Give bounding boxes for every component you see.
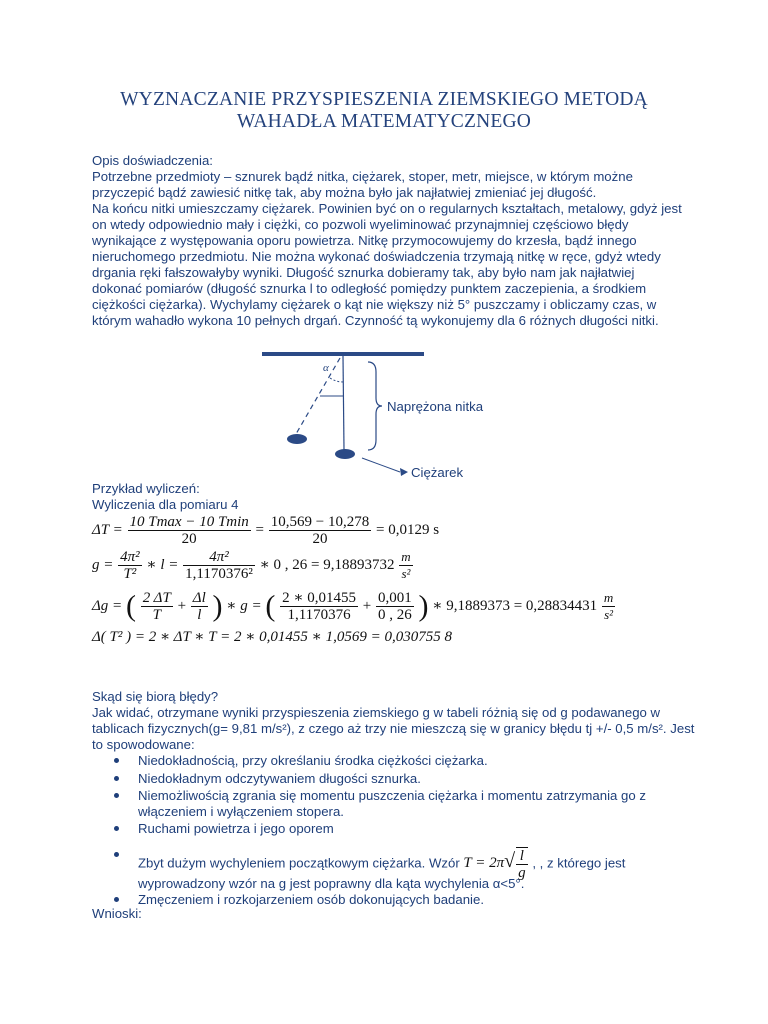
list-item — [138, 771, 421, 787]
formula-g — [92, 549, 414, 582]
left-paren: ( — [125, 589, 136, 623]
list-item-text: wyprowadzony wzór na g jest poprawny dla kąta wychylenia α<5°. — [138, 876, 525, 891]
formula-delta-t-squared: Δ( T² ) = 2 ∗ ΔT ∗ T = 2 ∗ 0,01455 ∗ 1,0569 = 0,030755 8 — [92, 629, 452, 645]
intro-line: on wtedy odpowiednio mały i ciężki, co pozwoli wyeliminować przynajmniej częściowo błędy — [92, 217, 629, 232]
weight-rest — [335, 449, 355, 459]
unit-numerator: m — [603, 590, 614, 605]
title-line-2: WAHADŁA MATEMATYCZNEGO — [236, 111, 532, 132]
formula-fraction — [141, 590, 173, 623]
list-item-text: Ruchami powietrza i jego oporem — [138, 821, 334, 836]
weight-label: Ciężarek — [411, 465, 464, 480]
fraction-numerator: 2 ΔT — [142, 590, 171, 606]
list-item-text: Niedokładnym odczytywaniem długości sznurka. — [138, 771, 421, 786]
intro-line: wynikające z występowania oporu powietrza. Nitkę przymocowujemy do krzesła, bądź innego — [92, 233, 637, 248]
formula-fraction — [376, 590, 414, 623]
fraction-denominator: 1,1170376 — [287, 607, 351, 623]
errors-section — [92, 689, 695, 753]
pendulum-support-bar — [262, 352, 424, 356]
fraction-numerator: 4π² — [183, 549, 255, 566]
example-heading: Przykład wyliczeń: — [92, 481, 200, 496]
bullet-dot — [114, 852, 119, 857]
formula-result: ∗ 9,1889373 = 0,28834431 — [432, 597, 598, 614]
formula-g-mid: ∗ l = — [146, 556, 179, 573]
example-subheading: Wyliczenia dla pomiaru 4 — [92, 497, 239, 512]
pendulum-diagram — [250, 346, 510, 486]
bullet-dot — [114, 758, 119, 763]
fraction-numerator: 4π² — [120, 549, 140, 565]
fraction-denominator: 20 — [312, 531, 328, 547]
bullet-dot — [114, 897, 119, 902]
formula-fraction — [280, 590, 358, 623]
intro-line: przyczepić bądź zawiesić nitkę tak, aby można było jak najłatwiej zmieniać jej długość. — [92, 185, 597, 200]
unit-denominator: s² — [401, 566, 411, 581]
intro-line: Na końcu nitki umieszczamy ciężarek. Powinien być on o regularnych kształtach, metalowy, gdyż jest — [92, 201, 682, 216]
weight-pointer-arrow — [400, 468, 408, 476]
intro-line: dokonać pomiarów (długość sznurka l to odległość pomiędzy punktem zaczepienia, a środkiem — [92, 281, 647, 296]
errors-heading: Skąd się biorą błędy? — [92, 689, 219, 704]
fraction-denominator: 20 — [181, 531, 197, 547]
conclusions-heading: Wnioski: — [92, 906, 142, 921]
bullet-dot — [114, 826, 119, 831]
formula-result: = 0,0129 s — [375, 521, 440, 538]
bullet-dot — [114, 793, 119, 798]
list-item — [138, 788, 646, 804]
string-label: Naprężona nitka — [387, 399, 484, 414]
title-line-1: WYZNACZANIE PRZYSPIESZENIA ZIEMSKIEGO METODĄ — [120, 89, 648, 110]
period-formula-lhs: T = 2π — [463, 855, 505, 872]
unit-fraction — [602, 590, 615, 623]
fraction-numerator: 10 Tmax − 10 Tmin — [129, 514, 249, 530]
formula-result: ∗ 0 , 26 = 9,18893732 — [259, 556, 395, 573]
list-item — [138, 821, 334, 837]
pendulum-string — [343, 356, 344, 450]
unit-fraction — [399, 549, 412, 582]
fraction-numerator: 10,569 − 10,278 — [270, 514, 370, 530]
list-item-continuation — [138, 804, 344, 820]
formula-fraction — [269, 514, 371, 547]
intro-line: Potrzebne przedmioty – sznurek bądź nitka, ciężarek, stoper, metr, miejsce, w którym możne — [92, 169, 633, 184]
fraction-denominator: l — [197, 607, 202, 623]
left-paren: ( — [265, 589, 276, 623]
sqrt-sign: √ — [504, 850, 516, 873]
formula-fraction — [128, 514, 251, 547]
errors-line: tablicach fizycznych(g= 9,81 m/s²), z czego aż trzy nie mieszczą się w granicy błędu tj +/- 0,5 m/s². Jest — [92, 721, 695, 736]
fraction-denominator: T — [152, 607, 161, 623]
fraction-numerator: 0,001 — [378, 590, 412, 606]
list-item-text: Niemożliwością zgrania się momentu puszczenia ciężarka i momentu zatrzymania go z — [138, 788, 646, 803]
right-paren: ) — [418, 589, 429, 623]
intro-line: drgania ręki fałszowałyby wyniki. Długość sznurka dobieramy tak, aby było nam jak najłatwiej — [92, 265, 635, 280]
plus-sign: + — [177, 597, 187, 614]
fraction-denominator: 1,1170376² — [185, 566, 253, 582]
period-formula — [463, 848, 532, 881]
fraction-numerator: l — [516, 848, 528, 865]
intro-paragraph — [92, 153, 692, 329]
formula-fraction — [183, 549, 255, 582]
fraction-denominator: 0 , 26 — [378, 607, 412, 623]
intro-line: Opis doświadczenia: — [92, 153, 213, 168]
formula-equals: = — [255, 521, 265, 538]
weight-deflected — [287, 434, 307, 444]
list-item-text: , , z którego jest — [532, 855, 626, 871]
formula-fraction — [118, 549, 142, 582]
intro-line: nieruchomego przedmiotu. Nie można wykonać doświadczenia trzymają nitkę w ręce, gdyż wtedy — [92, 249, 661, 264]
weight-pointer — [362, 458, 400, 472]
fraction-denominator: g — [518, 865, 526, 881]
list-item — [138, 753, 488, 769]
angle-arc — [330, 378, 343, 382]
fraction-numerator: Δl — [192, 590, 206, 606]
intro-line: którym wahadło wykona 10 pełnych drgań. Czynność tą wykonujemy dla 6 różnych długości nitki. — [92, 313, 659, 328]
formula-delta-g-mid: ∗ g = — [226, 597, 262, 614]
example-section — [92, 481, 692, 513]
list-item-continuation — [138, 876, 524, 892]
list-item-text: Niedokładnością, przy określaniu środka ciężkości ciężarka. — [138, 753, 488, 768]
formula-g-lhs: g = — [92, 556, 114, 573]
intro-line: ciężkości ciężarka). Wychylamy ciężarek o kąt nie większy niż 5° puszczamy i obliczamy czas, w — [92, 297, 657, 312]
angle-label: α — [323, 362, 329, 374]
fraction-denominator: T² — [123, 566, 137, 582]
string-brace — [368, 362, 382, 450]
list-item-text: włączeniem i wyłączeniem stopera. — [138, 804, 344, 819]
plus-sign: + — [362, 597, 372, 614]
unit-denominator: s² — [604, 607, 614, 622]
right-paren: ) — [212, 589, 223, 623]
formula-delta-t — [92, 514, 439, 547]
formula-delta-g-lhs: Δg = — [92, 597, 123, 614]
formula-delta-t-lhs: ΔT = — [92, 521, 123, 538]
formula-fraction — [191, 590, 208, 623]
list-item-text: Zbyt dużym wychyleniem początkowym ciężarka. Wzór — [138, 855, 460, 871]
unit-numerator: m — [401, 549, 411, 564]
bullet-dot — [114, 776, 119, 781]
list-item-text: Zmęczeniem i rozkojarzeniem osób dokonujących badanie. — [138, 892, 484, 907]
errors-line: to spowodowane: — [92, 737, 195, 752]
errors-line: Jak widać, otrzymane wyniki przyspieszenia ziemskiego g w tabeli różnią się od g podawanego w — [92, 705, 661, 720]
formula-delta-g — [92, 590, 616, 623]
fraction-numerator: 2 ∗ 0,01455 — [282, 590, 357, 606]
